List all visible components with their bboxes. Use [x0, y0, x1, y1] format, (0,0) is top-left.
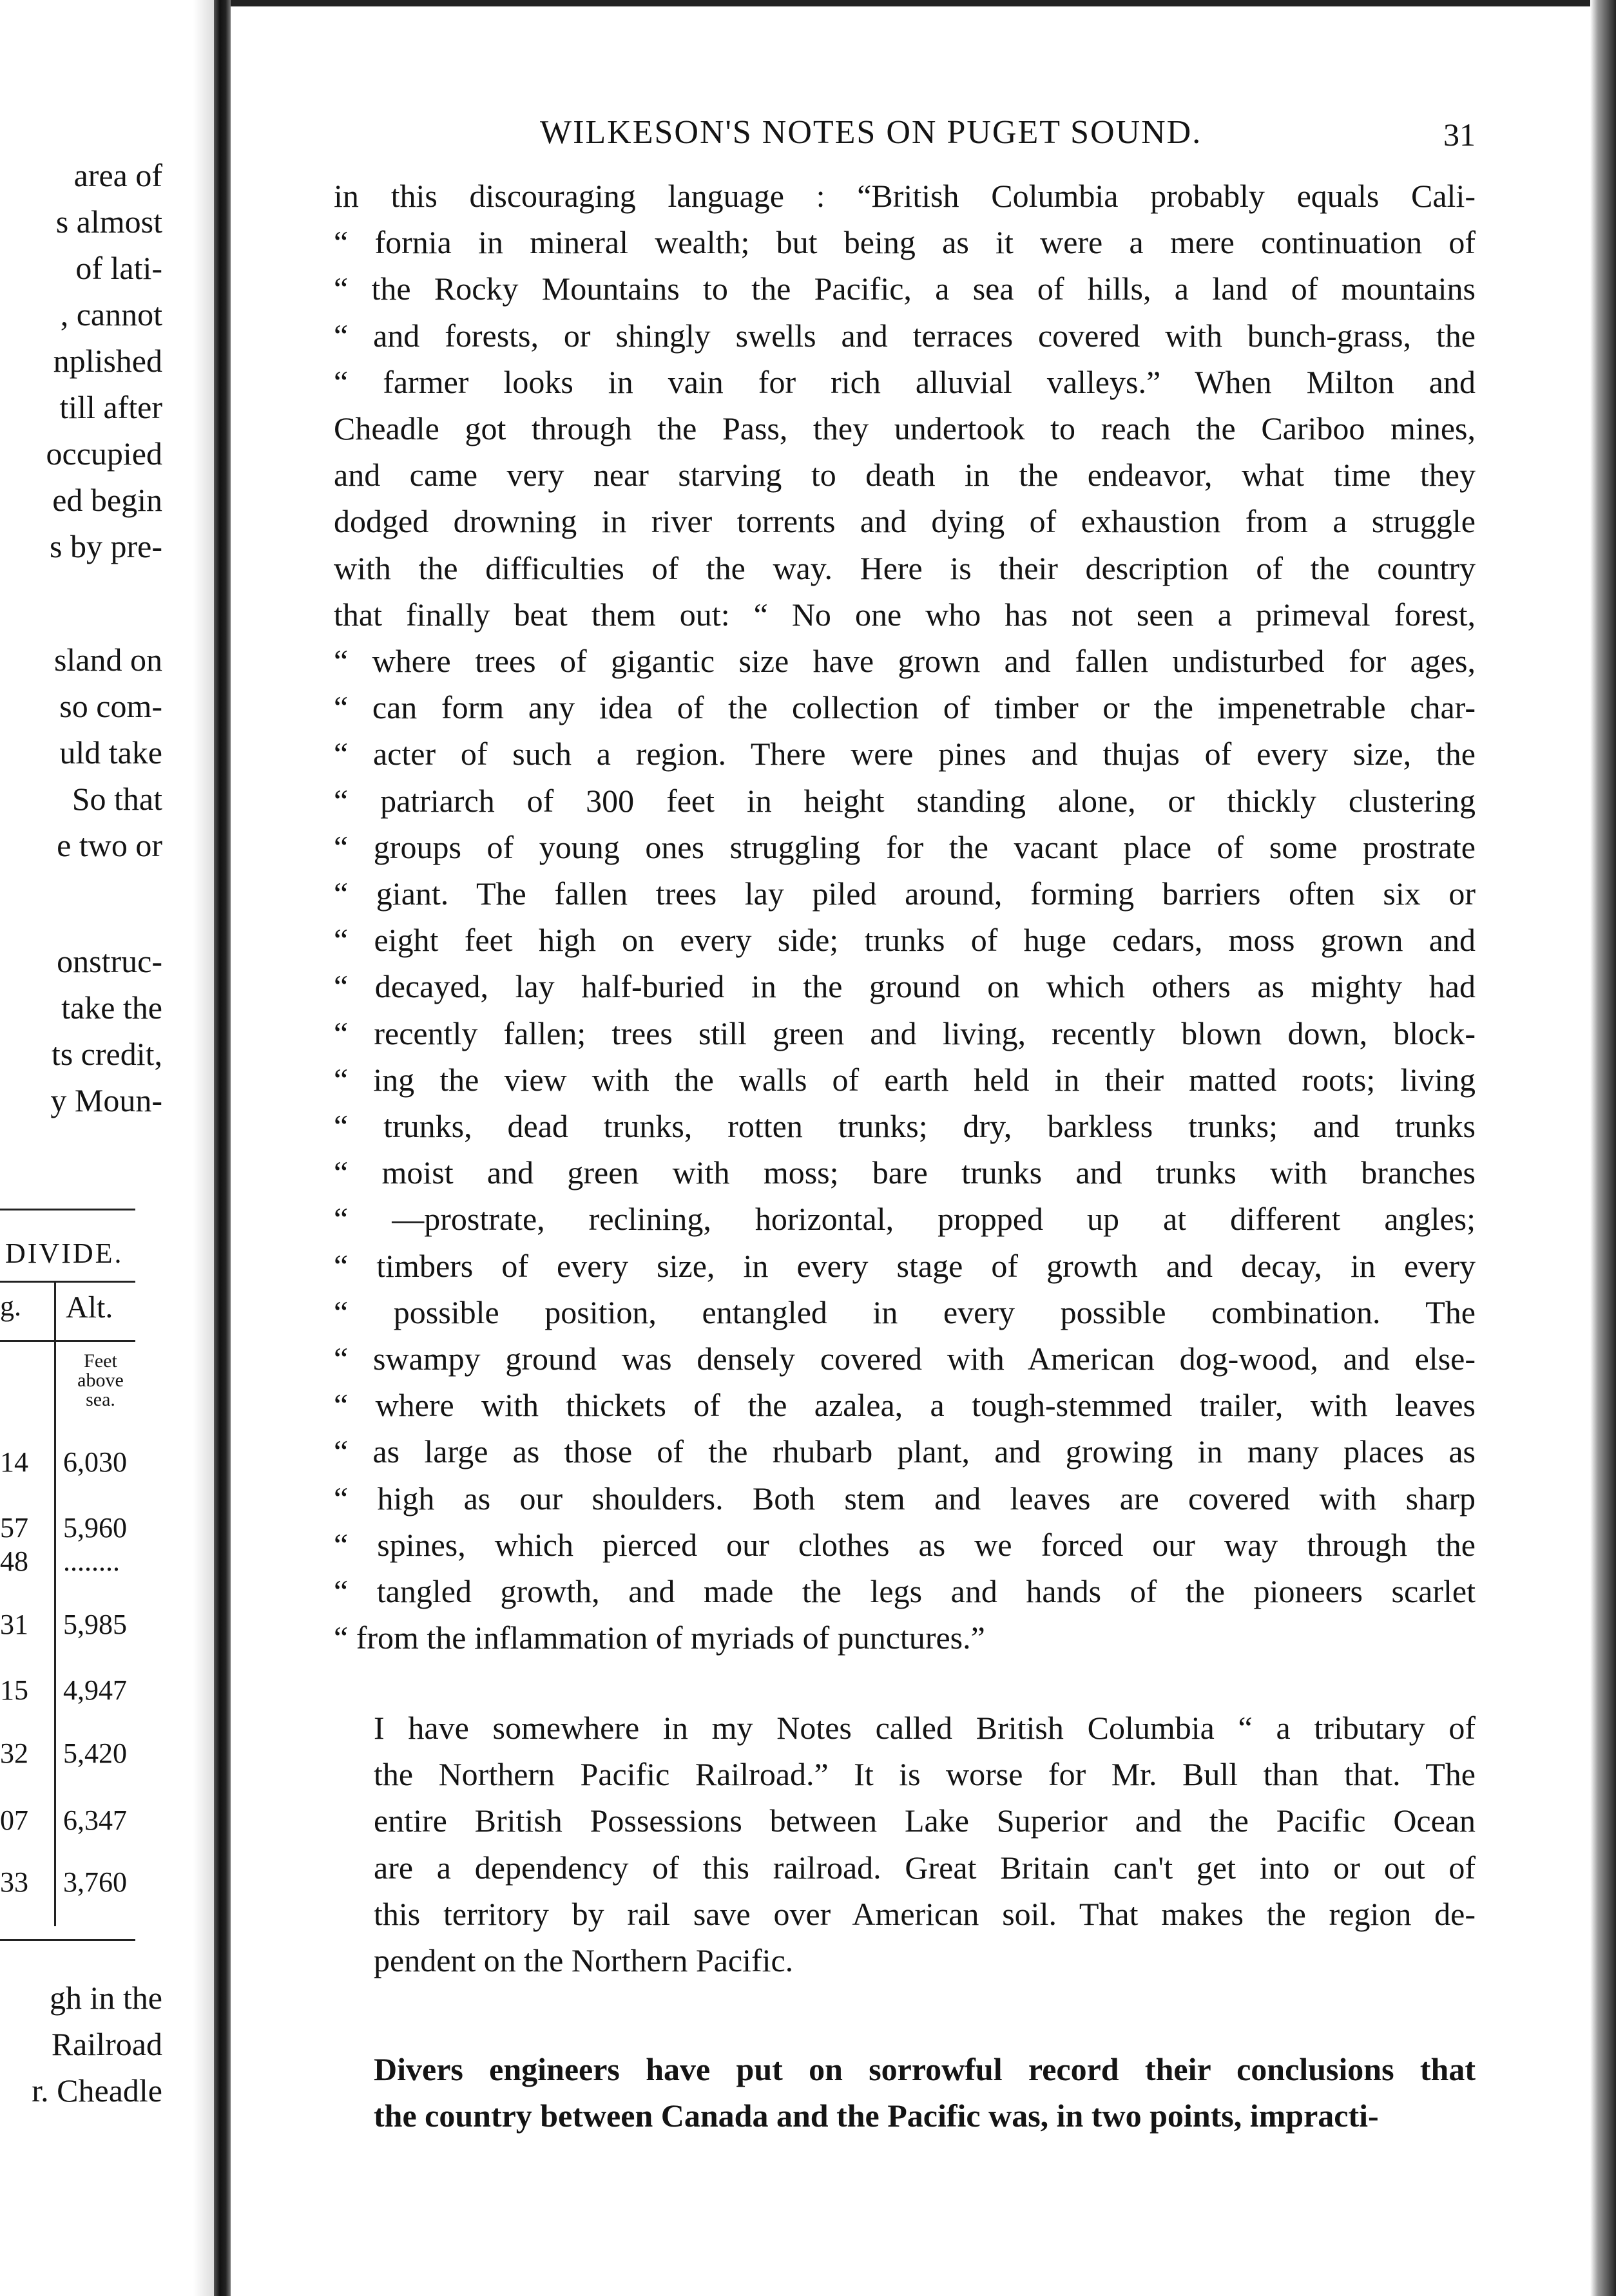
- left-fragment: So that: [72, 781, 162, 817]
- scan-top-edge: [231, 0, 1616, 6]
- text-line: the country between Canada and the Pacific was, in two points, impracti-: [374, 2098, 1379, 2134]
- text-line: “ high as our shoulders. Both stem and leaves are covered with sharp: [334, 1480, 1476, 1516]
- text-line: “ the Rocky Mountains to the Pacific, a sea of hills, a land of mountains: [334, 271, 1476, 307]
- left-fragment: s by pre-: [50, 528, 162, 564]
- text-line: dodged drowning in river torrents and dying of exhaustion from a struggle: [334, 503, 1476, 540]
- text-line: “ where with thickets of the azalea, a tough-stemmed trailer, with leaves: [334, 1387, 1476, 1424]
- left-fragment: ts credit,: [51, 1036, 162, 1072]
- text-line: “ possible position, entangled in every possible combination. The: [334, 1294, 1476, 1330]
- table-bottom-rule: [0, 1939, 135, 1941]
- left-fragment: e two or: [57, 827, 162, 863]
- text-line: “ tangled growth, and made the legs and hands of the pioneers scarlet: [334, 1573, 1476, 1610]
- text-line: “ —prostrate, reclining, horizontal, propped up at different angles;: [334, 1201, 1476, 1238]
- table-unit-note: Feet above sea.: [77, 1350, 124, 1410]
- left-fragment: sland on: [53, 642, 162, 678]
- table-cell: 5,960: [63, 1512, 127, 1544]
- text-line: pendent on the Northern Pacific.: [374, 1942, 794, 1979]
- left-fragment: r. Cheadle: [32, 2072, 162, 2109]
- text-line: “ swampy ground was densely covered with American dog-wood, and else-: [334, 1341, 1476, 1377]
- table-cell: 33: [0, 1866, 28, 1898]
- text-line: “ eight feet high on every side; trunks of huge cedars, moss grown and: [334, 922, 1476, 959]
- left-facing-page: [0, 0, 193, 2296]
- text-line: with the difficulties of the way. Here is their description of the country: [334, 550, 1476, 586]
- running-head: WILKESON'S NOTES ON PUGET SOUND.: [540, 114, 1202, 151]
- text-line: “ decayed, lay half-buried in the ground on which others as mighty had: [334, 968, 1476, 1005]
- text-line: the Northern Pacific Railroad.” It is worse for Mr. Bull than that. The: [374, 1756, 1476, 1793]
- table-heading-rule: [0, 1281, 135, 1283]
- text-line: “ giant. The fallen trees lay piled around, forming barriers often six or: [334, 875, 1476, 912]
- text-line: Divers engineers have put on sorrowful record their conclusions that: [374, 2051, 1476, 2087]
- text-line: “ trunks, dead trunks, rotten trunks; dry, barkless trunks; and trunks: [334, 1108, 1476, 1145]
- scan-right-edge: [1590, 0, 1616, 2296]
- text-line: “ groups of young ones struggling for the vacant place of some prostrate: [334, 828, 1476, 865]
- text-line: “ from the inflammation of myriads of punctures.”: [334, 1620, 985, 1656]
- text-line: “ and forests, or shingly swells and terraces covered with bunch-grass, the: [334, 317, 1476, 354]
- table-cell: 4,947: [63, 1674, 127, 1706]
- text-line: “ timbers of every size, in every stage of growth and decay, in every: [334, 1247, 1476, 1284]
- left-fragment: s almost: [55, 204, 162, 240]
- body-paragraph-bold: [334, 2046, 1476, 2139]
- text-line: this territory by rail save over American soil. That makes the region de-: [374, 1895, 1476, 1932]
- left-fragment: of lati-: [75, 250, 162, 286]
- left-fragment: ed begin: [52, 482, 162, 518]
- text-line: “ where trees of gigantic size have grown and fallen undisturbed for ages,: [334, 643, 1476, 680]
- table-cell: 48: [0, 1545, 28, 1577]
- text-line: “ ing the view with the walls of earth held in their matted roots; living: [334, 1061, 1476, 1098]
- page-edge-shadow: [193, 0, 214, 2296]
- book-gutter: [214, 0, 231, 2296]
- table-cell: 31: [0, 1609, 28, 1640]
- left-fragment: occupied: [46, 435, 162, 472]
- table-top-rule: [0, 1209, 135, 1210]
- left-fragment: gh in the: [50, 1980, 162, 2016]
- table-heading: DIVIDE.: [5, 1238, 124, 1269]
- left-fragment: y Moun-: [50, 1082, 162, 1118]
- text-line: in this discouraging language : “British Columbia probably equals Cali-: [334, 178, 1476, 214]
- text-line: “ can form any idea of the collection of timber or the impenetrable char-: [334, 689, 1476, 726]
- text-line: “ spines, which pierced our clothes as we forced our way through the: [334, 1526, 1476, 1563]
- text-line: are a dependency of this railroad. Great Britain can't get into or out of: [374, 1849, 1476, 1886]
- text-line: “ fornia in mineral wealth; but being as it were a mere continuation of: [334, 224, 1476, 261]
- table-cell: 15: [0, 1674, 28, 1706]
- text-line: entire British Possessions between Lake Superior and the Pacific Ocean: [374, 1803, 1476, 1839]
- text-line: “ as large as those of the rhubarb plant, and growing in many places as: [334, 1433, 1476, 1470]
- table-column-rule: [54, 1282, 56, 1926]
- text-line: “ acter of such a region. There were pines and thujas of every size, the: [334, 736, 1476, 772]
- table-cell: 14: [0, 1446, 28, 1478]
- left-fragment: take the: [61, 990, 162, 1026]
- left-fragment: , cannot: [60, 296, 162, 332]
- text-line: and came very near starving to death in the endeavor, what time they: [334, 457, 1476, 493]
- text-line: “ moist and green with moss; bare trunks and trunks with branches: [334, 1154, 1476, 1191]
- table-cell: 5,985: [63, 1609, 127, 1640]
- table-col-header-alt: Alt.: [66, 1290, 113, 1325]
- table-cell: 5,420: [63, 1737, 127, 1769]
- left-fragment: nplished: [53, 343, 162, 379]
- left-fragment: uld take: [59, 734, 162, 770]
- table-cell: 07: [0, 1804, 28, 1836]
- text-line: “ patriarch of 300 feet in height standing alone, or thickly clustering: [334, 782, 1476, 819]
- table-header-rule: [0, 1340, 135, 1342]
- table-cell: 6,030: [63, 1446, 127, 1478]
- left-fragment: area of: [73, 157, 162, 193]
- left-fragment: till after: [59, 389, 162, 425]
- body-paragraph: [334, 1705, 1476, 1984]
- table-cell: 32: [0, 1737, 28, 1769]
- text-line: “ farmer looks in vain for rich alluvial valleys.” When Milton and: [334, 363, 1476, 400]
- quoted-passage-paragraph: [334, 173, 1476, 1661]
- text-line: “ recently fallen; trees still green and living, recently blown down, block-: [334, 1015, 1476, 1051]
- left-fragment: so com-: [59, 688, 162, 724]
- page-number: 31: [1443, 117, 1476, 153]
- table-cell: 3,760: [63, 1866, 127, 1898]
- left-fragment: onstruc-: [57, 943, 162, 979]
- table-col-header: g.: [0, 1290, 21, 1322]
- table-cell: ........: [63, 1545, 120, 1577]
- text-line: Cheadle got through the Pass, they undertook to reach the Cariboo mines,: [334, 410, 1476, 447]
- table-cell: 6,347: [63, 1804, 127, 1836]
- left-fragment: Railroad: [51, 2026, 162, 2062]
- text-line: I have somewhere in my Notes called British Columbia “ a tributary of: [374, 1710, 1476, 1746]
- text-line: that finally beat them out: “ No one who has not seen a primeval forest,: [334, 596, 1476, 633]
- table-cell: 57: [0, 1512, 28, 1544]
